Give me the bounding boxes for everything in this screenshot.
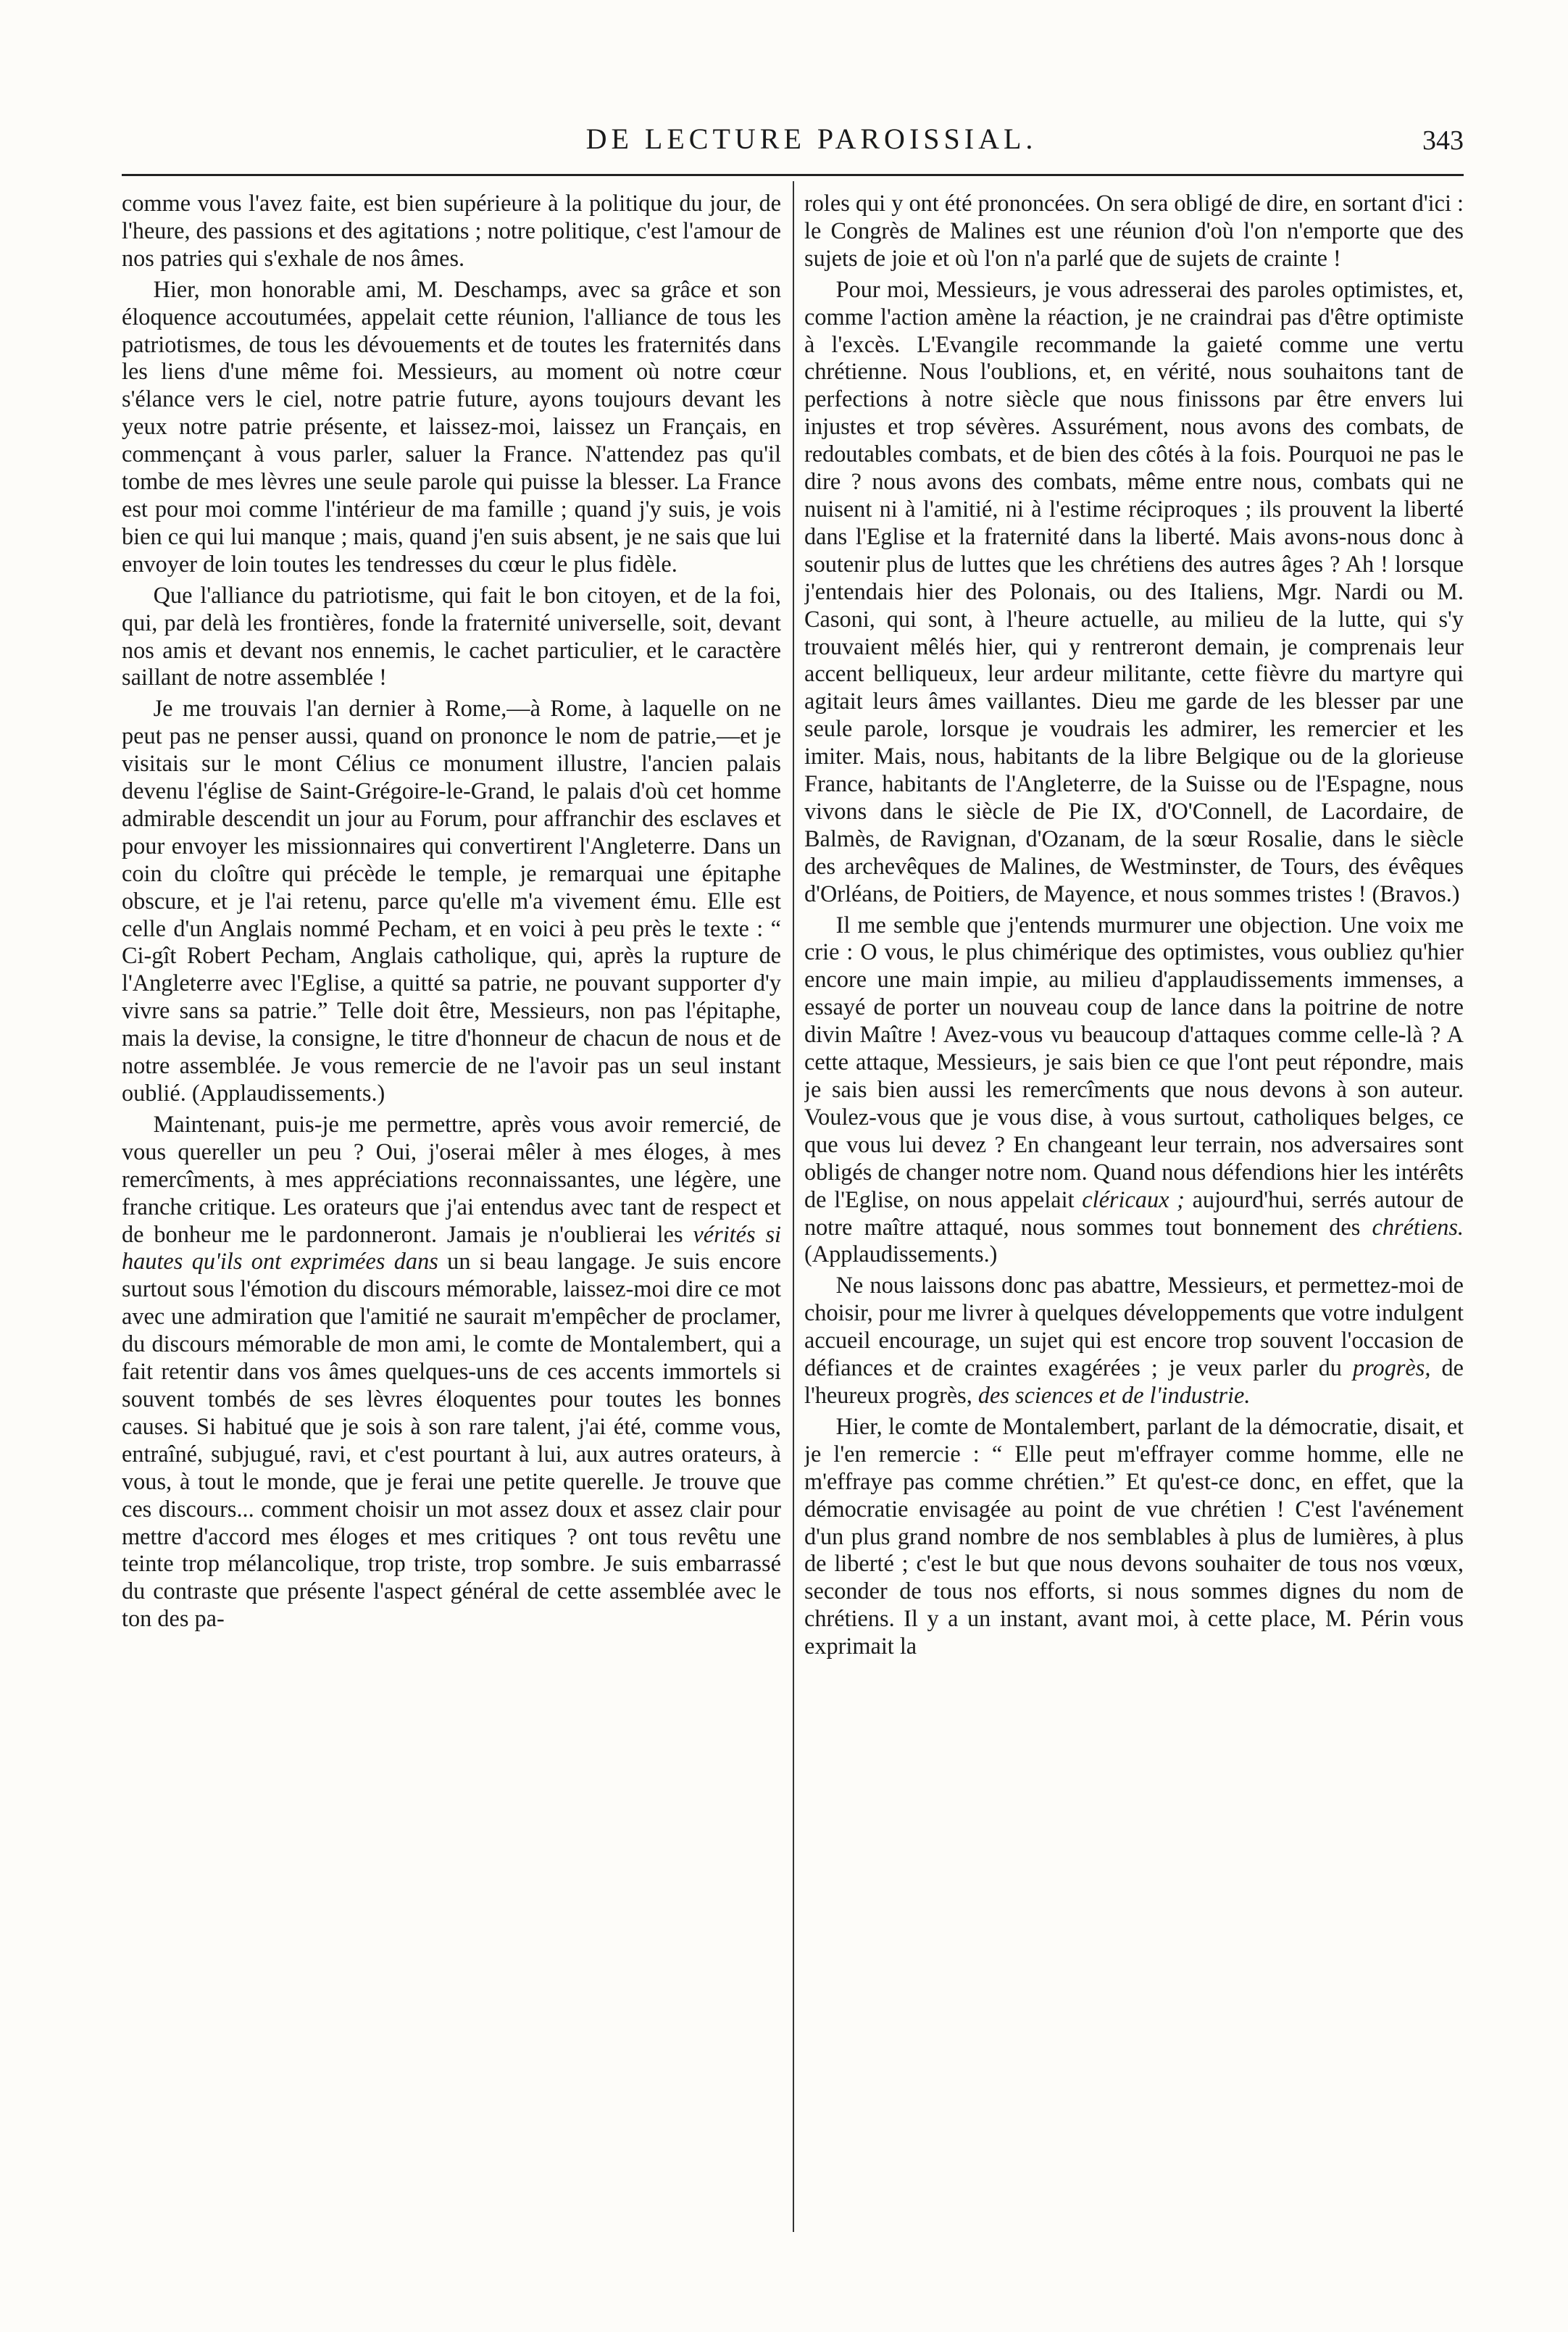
right-column <box>804 190 1464 2219</box>
header-rule <box>122 174 1464 176</box>
text-run: (Applaudissements.) <box>804 1241 998 1267</box>
text-run: Ne nous laissons donc pas abattre, Messieurs, et permettez-moi de choisir, pour me livrer à quelques développements que votre indulgent accueil encourage, un sujet qui est encore trop souvent l'occasion de défiances et de craintes exagérées ; je veux parler du <box>804 1272 1464 1381</box>
italic-text: chrétiens. <box>1372 1213 1464 1240</box>
paragraph: Hier, le comte de Montalembert, parlant de la démocratie, disait, et je l'en remercie : “ Elle peut m'effrayer comme homme, elle ne m'effraye pas comme chrétien.” Et qu'est-ce donc, en effet, que la démocratie envisagée au point de vue chrétien ! C'est l'avénement d'un plus grand nombre de nos semblables à plus de lumières, à plus de liberté ; c'est le but que nous devons souhaiter de tous nos vœux, seconder de tous nos efforts, si nous sommes dignes du nom de chrétiens. Il y a un instant, avant moi, à cette place, M. Périn vous exprimait la <box>804 1412 1464 1660</box>
paragraph <box>122 1111 781 1633</box>
page-number: 343 <box>1422 125 1464 156</box>
italic-text: progrès, <box>1353 1354 1431 1381</box>
paragraph: Pour moi, Messieurs, je vous adresserai des paroles optimistes, et, comme l'action amène la réaction, je ne craindrai pas d'être optimiste à l'excès. L'Evangile recommande la gaieté comme une vertu chrétienne. Nous l'oublions, et, en vérité, nous souhaitons tant de perfections à notre siècle que nous finissons par être envers lui injustes et trop sévères. Assurément, nous avons des combats, de redoutables combats, et de bien des côtés à la fois. Pourquoi ne pas le dire ? nous avons des combats, même entre nous, combats qui ne nuisent ni à l'amitié, ni à l'estime réciproques ; ils prouvent la liberté dans l'Eglise et la fraternité dans la liberté. Mais avons-nous donc à soutenir plus de luttes que les chrétiens des autres âges ? Ah ! lorsque j'entendais hier des Polonais, ou des Italiens, Mgr. Nardi ou M. Casoni, qui sont, à l'heure actuelle, au milieu de la lutte, qui s'y trouvaient mêlés hier, qui y rentreront demain, je comprenais leur accent belliqueux, leur ardeur militante, cette fièvre du martyre qui agitait leurs âmes vaillantes. Dieu me garde de les blesser par une seule parole, lorsque je voudrais les admirer, les remercier et les imiter. Mais, nous, habitants de la libre Belgique ou de la glorieuse France, habitants de l'Angleterre, de la Suisse ou de l'Espagne, nous vivons dans le siècle de Pie IX, d'O'Connell, de Lacordaire, de Balmès, de Ravignan, d'Ozanam, de la sœur Rosalie, dans le siècle des archevêques de Malines, de Westminster, de Tours, des évêques d'Orléans, de Poitiers, de Mayence, et nous sommes tristes ! (Bravos.) <box>804 275 1464 907</box>
paragraph: Je me trouvais l'an dernier à Rome,—à Rome, à laquelle on ne peut pas ne penser aussi, quand on prononce le nom de patrie,—et je visitais sur le mont Célius ce monument illustre, l'ancien palais devenu l'église de Saint-Grégoire-le-Grand, le palais d'où cet homme admirable descendit un jour au Forum, pour affranchir des esclaves et pour envoyer les missionnaires qui convertirent l'Angleterre. Dans un coin du cloître qui précède le temple, je remarquai une épitaphe obscure, et je l'ai retenu, parce qu'elle m'a vivement ému. Elle est celle d'un Anglais nommé Pecham, et en voici à peu près le texte : “ Ci-gît Robert Pecham, Anglais catholique, qui, après la rupture de l'Angleterre avec l'Eglise, a quitté sa patrie, ne pouvant supporter d'y vivre sans sa patrie.” Telle doit être, Messieurs, non pas l'épitaphe, mais la devise, la consigne, le titre d'honneur de chacun de nous et de notre assemblée. Je vous remercie de ne l'avoir pas un seul instant oublié. (Applaudissements.) <box>122 695 781 1106</box>
column-divider <box>793 181 794 2232</box>
italic-text: vérités si hautes qu'ils ont exprimées dans <box>122 1220 781 1275</box>
paragraph: roles qui y ont été prononcées. On sera obligé de dire, en sortant d'ici : le Congrès de Malines est une réunion d'où l'on n'emporte que des sujets de joie et où l'on n'a parlé que de sujets de crainte ! <box>804 190 1464 271</box>
italic-text: des sciences et de l'industrie. <box>977 1381 1251 1408</box>
text-run: aujourd'hui, serrés autour de notre maître attaqué, nous sommes tout bonnement des <box>804 1186 1464 1240</box>
paragraph <box>804 912 1464 1269</box>
paragraph: Que l'alliance du patriotisme, qui fait le bon citoyen, et de la foi, qui, par delà les frontières, fonde la fraternité universelle, soit, devant nos amis et devant nos ennemis, le cachet particulier, et le caractère saillant de notre assemblée ! <box>122 581 781 691</box>
left-column <box>122 190 781 2219</box>
text-run: Il me semble que j'entends murmurer une objection. Une voix me crie : O vous, le plus chimérique des optimistes, vous oubliez qu'hier encore une main impie, au milieu d'applaudissements immenses, a essayé de porter un nouveau coup de lance dans la poitrine de notre divin Maître ! Avez-vous vu beaucoup d'attaques comme celle-là ? A cette attaque, Messieurs, je sais bien ce que l'ont peut répondre, mais je sais bien aussi les remercîments que nous devons à son auteur. Voulez-vous que je vous dise, à vous surtout, catholiques belges, ce que vous lui devez ? En changeant leur terrain, nos adversaires sont obligés de changer notre nom. Quand nous défendions hier les intérêts de l'Eglise, on nous appelait <box>804 911 1464 1212</box>
paragraph: Hier, mon honorable ami, M. Deschamps, avec sa grâce et son éloquence accoutumées, appelait cette réunion, l'alliance de tous les patriotismes, de tous les dévouements et de toutes les fraternités dans les liens d'une même foi. Messieurs, au moment où notre cœur s'élance vers le ciel, notre patrie future, ayons toujours devant les yeux notre patrie présente, et laissez-moi, laissez un Français, en commençant à vous parler, saluer la France. N'attendez pas qu'il tombe de mes lèvres une seule parole qui puisse la blesser. La France est pour moi comme l'intérieur de ma famille ; quand j'y suis, je vois bien ce qui lui manque ; mais, quand j'en suis absent, je ne sais que lui envoyer de loin toutes les tendresses du cœur le plus fidèle. <box>122 275 781 577</box>
text-run: Maintenant, puis-je me permettre, après vous avoir remercié, de vous quereller un peu ? Oui, j'oserai mêler à mes éloges, à mes remercîments, à mes appréciations reconnaissantes, une légère, une franche critique. Les orateurs que j'ai entendus avec tant de respect et de bonheur me le pardonneront. Jamais je n'oublierai les <box>122 1110 781 1247</box>
text-run: de l'heureux progrès, <box>804 1354 1464 1408</box>
paragraph <box>804 1272 1464 1409</box>
italic-text: cléricaux ; <box>1082 1186 1185 1212</box>
running-title: DE LECTURE PAROISSIAL. <box>585 122 1038 155</box>
paragraph: comme vous l'avez faite, est bien supérieure à la politique du jour, de l'heure, des passions et des agitations ; notre politique, c'est l'amour de nos patries qui s'exhale de nos âmes. <box>122 190 781 271</box>
text-run: un si beau langage. Je suis encore surtout sous l'émotion du discours mémorable, laissez-moi dire ce mot avec une admiration que l'amitié ne saurait m'empêcher de proclamer, du discours mémorable de mon ami, le comte de Montalembert, qui a fait retentir dans vos âmes quelques-uns de ces accents immortels si souvent tombés de ses lèvres éloquentes pour toutes les bonnes causes. Si habitué que je sois à son rare talent, j'ai été, comme vous, entraîné, subjugué, ravi, et c'est pourtant à lui, aux autres orateurs, à vous, à tout le monde, que je ferai une petite querelle. Je trouve que ces discours... comment choisir un mot assez doux et assez clair pour mettre d'accord mes éloges et mes critiques ? ont tous revêtu une teinte trop mélancolique, trop triste, trop sombre. Je suis embarrassé du contraste que présente l'aspect général de cette assemblée avec le ton des pa- <box>122 1248 781 1632</box>
